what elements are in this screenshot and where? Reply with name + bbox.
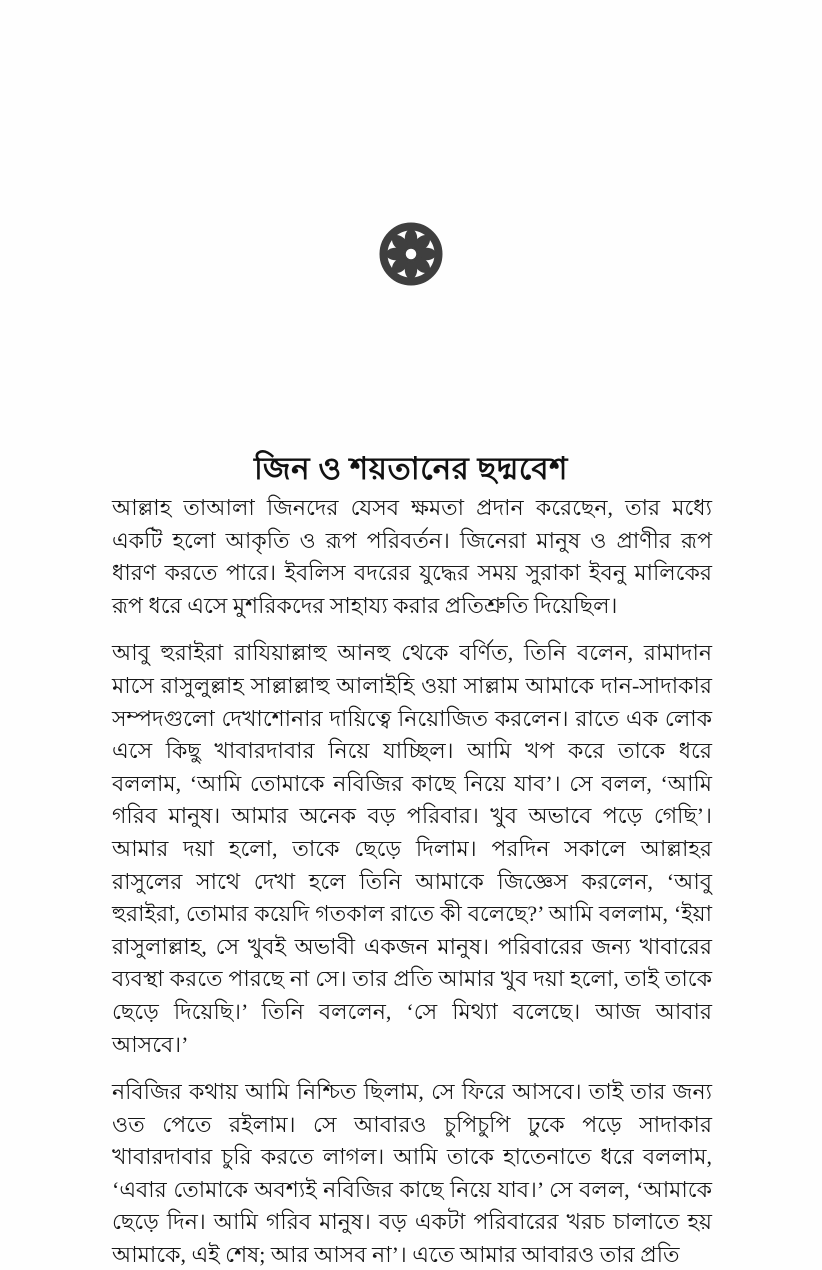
- chapter-ornament: [0, 222, 822, 291]
- body-text: [112, 492, 712, 1270]
- flower-rosette-icon: [379, 222, 443, 291]
- chapter-title: জিন ও শয়তানের ছদ্মবেশ: [254, 450, 568, 486]
- paragraph-2: আবু হুরাইরা রাযিয়াল্লাহু আনহু থেকে বর্ণিত, তিনি বলেন, রামাদান মাসে রাসুলুল্লাহ সাল্লাল্লাহু আলাইহি ওয়া সাল্লাম আমাকে দান-সাদাকার সম্পদগুলো দেখাশোনার দায়িত্বে নিয়োজিত করলেন। রাতে এক লোক এসে কিছু খাবারদাবার নিয়ে যাচ্ছিল। আমি খপ করে তাকে ধরে বললাম, ‘আমি তোমাকে নবিজির কাছে নিয়ে যাব’। সে বলল, ‘আমি গরিব মানুষ। আমার অনেক বড় পরিবার। খুব অভাবে পড়ে গেছি’। আমার দয়া হলো, তাকে ছেড়ে দিলাম। পরদিন সকালে আল্লাহর রাসুলের সাথে দেখা হলে তিনি আমাকে জিজ্ঞেস করলেন, ‘আবু হুরাইরা, তোমার কয়েদি গতকাল রাতে কী বলেছে?’ আমি বললাম, ‘ইয়া রাসুলাল্লাহ, সে খুবই অভাবী একজন মানুষ। পরিবারের জন্য খাবারের ব্যবস্থা করতে পারছে না সে। তার প্রতি আমার খুব দয়া হলো, তাই তাকে ছেড়ে দিয়েছি।’ তিনি বললেন, ‘সে মিথ্যা বলেছে। আজ আবার আসবে।’: [112, 640, 712, 1057]
- paragraph-3: নবিজির কথায় আমি নিশ্চিত ছিলাম, সে ফিরে আসবে। তাই তার জন্য ওত পেতে রইলাম। সে আবারও চুপিচুপি ঢুকে পড়ে সাদাকার খাবারদাবার চুরি করতে লাগল। আমি তাকে হাতেনাতে ধরে বললাম, ‘এবার তোমাকে অবশ্যই নবিজির কাছে নিয়ে যাব।’ সে বলল, ‘আমাকে ছেড়ে দিন। আমি গরিব মানুষ। বড় একটা পরিবারের খরচ চালাতে হয় আমাকে, এই শেষ; আর আসব না’। এতে আমার আবারও তার প্রতি: [112, 1079, 712, 1268]
- paragraph-1: আল্লাহ তাআলা জিনদের যেসব ক্ষমতা প্রদান করেছেন, তার মধ্যে একটি হলো আকৃতি ও রূপ পরিবর্তন। জিনেরা মানুষ ও প্রাণীর রূপ ধারণ করতে পারে। ইবলিস বদরের যুদ্ধের সময় সুরাকা ইবনু মালিকের রূপ ধরে এসে মুশরিকদের সাহায্য করার প্রতিশ্রুতি দিয়েছিল।: [112, 495, 712, 618]
